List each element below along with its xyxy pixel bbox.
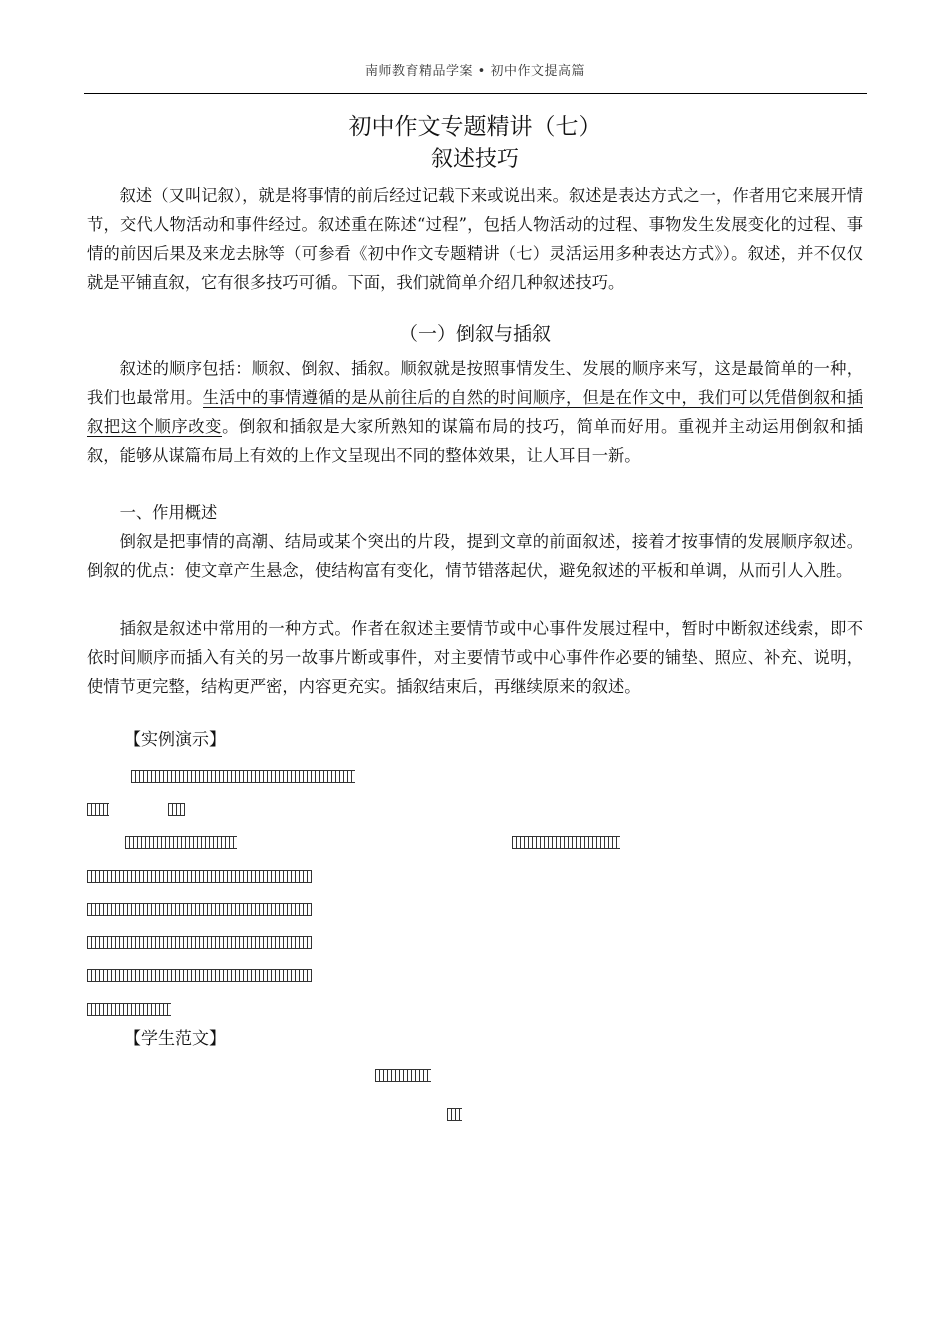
garbled-text-row <box>87 870 312 883</box>
document-title: 初中作文专题精讲（七） <box>348 114 602 140</box>
garbled-text-row <box>87 936 312 949</box>
garbled-text-row <box>87 1003 171 1016</box>
section-paragraph-1 <box>87 354 863 470</box>
garbled-text-row <box>87 969 312 982</box>
header-rule <box>84 93 867 94</box>
section-paragraph-3: 插叙是叙述中常用的一种方式。作者在叙述主要情节或中心事件发展过程中，暂时中断叙述线索，即不依时间顺序而插入有关的另一故事片断或事件，对主要情节或中心事件作必要的铺垫、照应、补充、说明，使情节更完整，结构更严密，内容更充实。插叙结束后，再继续原来的叙述。 <box>87 619 863 696</box>
garbled-text-row <box>447 1108 462 1121</box>
garbled-text-row <box>168 803 185 816</box>
garbled-text-row <box>87 803 109 816</box>
underlined-text: 生活中的事情遵循的是从前往后的自然的时间顺序，但是在作文中，我们可以凭借倒叙和插叙把这个顺序改变 <box>87 388 863 436</box>
paragraph-text: 叙述的顺序包括：顺叙、倒叙、插叙。顺叙就是按照事情发生、发展的顺序来写，这是最简单的一种，我们也最常用。 <box>87 359 863 407</box>
garbled-text-row <box>131 770 355 783</box>
garbled-text-row <box>512 836 620 849</box>
example-label: 【实例演示】 <box>124 730 226 750</box>
intro-paragraph: 叙述（又叫记叙），就是将事情的前后经过记载下来或说出来。叙述是表达方式之一，作者用它来展开情节，交代人物活动和事件经过。叙述重在陈述“过程”，包括人物活动的过程、事物发生发展变化的过程、事情的前因后果及来龙去脉等（可参看《初中作文专题精讲（七）灵活运用多种表达方式》）。叙述，并不仅仅就是平铺直叙，它有很多技巧可循。下面，我们就简单介绍几种叙述技巧。 <box>87 186 863 292</box>
garbled-text-row <box>87 903 312 916</box>
student-essay-label: 【学生范文】 <box>124 1029 226 1049</box>
paragraph-text: 。倒叙和插叙是大家所熟知的谋篇布局的技巧，简单而好用。重视并主动运用倒叙和插叙，能够从谋篇布局上有效的上作文呈现出不同的整体效果，让人耳目一新。 <box>87 417 863 465</box>
sub-heading: 一、作用概述 <box>119 503 218 522</box>
garbled-text-row <box>375 1069 431 1082</box>
section-paragraph-2: 倒叙是把事情的高潮、结局或某个突出的片段，提到文章的前面叙述，接着才按事情的发展顺序叙述。倒叙的优点：使文章产生悬念，使结构富有变化，情节错落起伏，避免叙述的平板和单调，从而引人入胜。 <box>87 532 863 580</box>
section-heading: （一）倒叙与插叙 <box>398 323 551 345</box>
document-subtitle: 叙述技巧 <box>430 147 519 172</box>
page-header: 南师教育精品学案 • 初中作文提高篇 <box>365 64 585 79</box>
garbled-text-row <box>125 836 237 849</box>
